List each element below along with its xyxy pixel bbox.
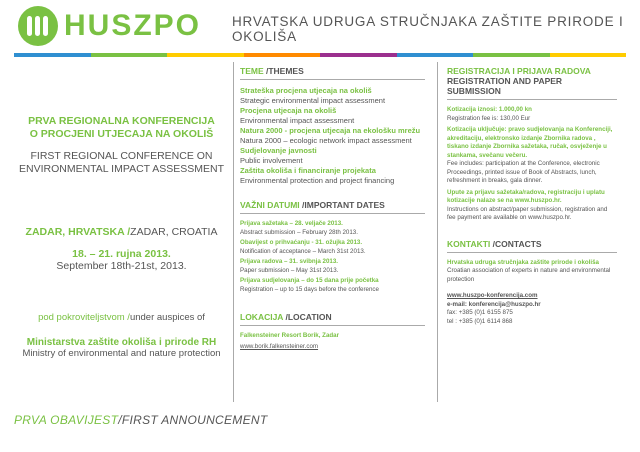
date-item-en: Registration – up to 15 days before the conference — [240, 285, 379, 293]
color-stripe-segment — [14, 53, 91, 57]
conference-title-en — [14, 150, 229, 176]
color-stripe-segment — [244, 53, 321, 57]
location-heading-hr: LOKACIJA — [240, 312, 284, 322]
header — [0, 0, 640, 58]
dates-separator — [240, 213, 425, 214]
date-item-hr: Prijava sudjelovanja – do 15 dana prije početka — [240, 277, 379, 284]
logo-people-icon — [18, 6, 58, 46]
contact-tel: tel : +385 (0)1 6114 868 — [447, 317, 513, 325]
first-announcement — [14, 413, 268, 427]
place-hr: ZADAR, HRVATSKA / — [25, 226, 131, 238]
contact-email[interactable]: e-mail: konferencija@huszpo.hr — [447, 300, 541, 308]
theme-en: Environmental protection and project financing — [240, 176, 395, 185]
location-url[interactable]: www.borik.falkensteiner.com — [240, 342, 319, 350]
theme-hr: Strateška procjena utjecaja na okoliš — [240, 86, 372, 95]
auspices — [14, 312, 229, 323]
location-heading-en: /LOCATION — [283, 312, 332, 322]
left-column — [14, 115, 229, 359]
date-item-en: Abstract submission – February 28th 2013. — [240, 228, 358, 236]
color-stripe-segment — [91, 53, 168, 57]
registration-heading-hr: REGISTRACIJA I PRIJAVA RADOVA — [447, 66, 591, 76]
auspices-hr: pod pokroviteljstvom / — [38, 312, 130, 323]
conference-title-hr — [14, 115, 229, 141]
theme-hr: Natura 2000 - procjena utjecaja na ekološku mrežu — [240, 126, 421, 135]
contact-org-en: Croatian association of experts in nature and environmental protection — [447, 267, 611, 283]
themes-heading-en: /THEMES — [263, 66, 304, 76]
right-column — [447, 66, 617, 326]
dates-heading — [240, 200, 425, 210]
registration-separator — [447, 99, 617, 100]
theme-hr: Procjena utjecaja na okoliš — [240, 106, 337, 115]
date-en: September 18th-21st, 2013. — [56, 260, 187, 272]
contacts-heading-hr: KONTAKTI — [447, 238, 491, 249]
color-stripe-segment — [320, 53, 397, 57]
conf-hr-line1: PRVA REGIONALNA KONFERENCIJA — [28, 115, 215, 127]
color-stripe-segment — [473, 53, 550, 57]
theme-hr: Sudjelovanje javnosti — [240, 146, 317, 155]
announcement-en: /FIRST ANNOUNCEMENT — [118, 413, 268, 427]
fee-hr: Kotizacija iznosi: 1.000,00 kn — [447, 106, 532, 113]
middle-column — [240, 66, 425, 351]
includes-en: Fee includes: participation at the Conference, electronic Proceedings, printed issue of Book of Abstracts, lunch, refreshment in breaks, gala dinner. — [447, 160, 600, 184]
theme-en: Natura 2000 – ecologic network impact assessment — [240, 136, 412, 145]
color-stripe-segment — [397, 53, 474, 57]
instructions-en: Instructions on abstract/paper submission, registration and fee payment are available on www.huszpo.hr. — [447, 205, 608, 221]
conf-hr-line2: O PROCJENI UTJECAJA NA OKOLIŠ — [29, 128, 214, 140]
dates-heading-hr: VAŽNI DATUMI — [240, 200, 300, 210]
location-separator — [240, 325, 425, 326]
contact-web-link[interactable]: www.huszpo-konferencija.com — [447, 292, 538, 299]
date-item-hr: Prijava radova – 31. svibnja 2013. — [240, 258, 339, 265]
date-hr: 18. – 21. rujna 2013. — [72, 248, 171, 260]
includes-hr: Kotizacija uključuje: pravo sudjelovanja na Konferenciji, akreditaciju, elektronsko izdanje Zbornika radova , tiskano izdanje Zbornika sažetaka, ručak, osvježenje u stankama, svečanu večeru. — [447, 126, 613, 159]
contacts-heading — [447, 239, 617, 249]
registration-heading-en: REGISTRATION AND PAPER SUBMISSION — [447, 76, 563, 96]
org-title: HRVATSKA UDRUGA STRUČNJAKA ZAŠTITE PRIRODE I OKOLIŠA — [232, 14, 624, 44]
divider-right — [437, 62, 438, 402]
theme-en: Strategic environmental impact assessment — [240, 96, 386, 105]
location-heading — [240, 312, 425, 322]
theme-hr: Zaštita okoliša i financiranje projekata — [240, 166, 376, 175]
date-item-hr: Obavijest o prihvaćanju - 31. ožujka 2013. — [240, 239, 363, 246]
location-name: Falkensteiner Resort Borik, Zadar — [240, 332, 340, 339]
date-item-hr: Prijava sažetaka – 28. veljače 2013. — [240, 220, 343, 227]
conference-place — [14, 226, 229, 238]
logo-text: HUSZPO — [64, 9, 202, 42]
registration-heading — [447, 66, 617, 96]
date-item-en: Paper submission – May 31st 2013. — [240, 266, 339, 274]
contact-fax: fax: +385 (0)1 6155 875 — [447, 309, 513, 316]
ministry-hr: Ministarstva zaštite okoliša i prirode RH — [26, 337, 217, 348]
theme-en: Environmental impact assessment — [240, 116, 355, 125]
themes-heading — [240, 66, 425, 76]
themes-heading-hr: TEME — [240, 66, 264, 76]
announcement-hr: PRVA OBAVIJEST — [14, 413, 119, 427]
themes-list — [240, 86, 425, 186]
date-item-en: Notification of acceptance – March 31st 2013. — [240, 247, 366, 255]
theme-en: Public involvement — [240, 156, 303, 165]
fee-en: Registration fee is: 130,00 Eur — [447, 114, 531, 122]
ministry-en: Ministry of environmental and nature protection — [22, 348, 221, 359]
huszpo-logo — [18, 6, 201, 46]
themes-separator — [240, 79, 425, 80]
color-stripe-segment — [550, 53, 627, 57]
conf-en-line2: ENVIRONMENTAL IMPACT ASSESSMENT — [19, 163, 224, 175]
color-stripe-segment — [167, 53, 244, 57]
auspices-en: under auspices of — [129, 312, 205, 323]
contact-org-hr: Hrvatska udruga stručnjaka zaštite prirode i okoliša — [447, 258, 599, 266]
color-stripe — [14, 53, 626, 57]
contacts-heading-en: /CONTACTS — [490, 238, 542, 249]
place-en: ZADAR, CROATIA — [130, 226, 218, 238]
divider-left — [233, 62, 234, 402]
dates-heading-en: /IMPORTANT DATES — [299, 200, 385, 210]
contacts-separator — [447, 252, 617, 253]
conf-en-line1: FIRST REGIONAL CONFERENCE ON — [30, 150, 213, 162]
instructions-hr: Upute za prijavu sažetaka/radova, registraciju i uplatu kotizacije nalaze se na www.huszpo.hr. — [447, 188, 605, 204]
dates-list — [240, 220, 425, 294]
